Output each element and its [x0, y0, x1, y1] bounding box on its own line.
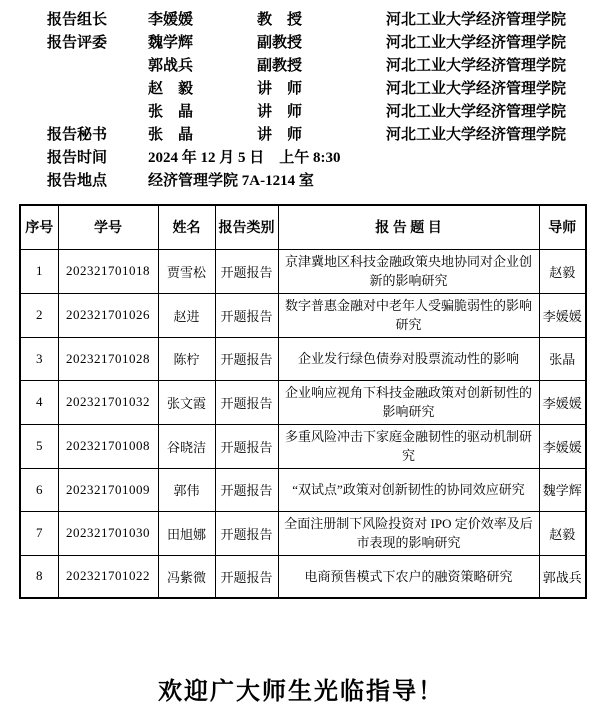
- person-title: 讲 师: [257, 127, 303, 143]
- info-row-leader: [47, 9, 602, 32]
- person-affiliation: 河北工业大学经济管理学院: [386, 81, 567, 97]
- person-title: 讲 师: [257, 81, 303, 97]
- table-row: [20, 380, 586, 424]
- cell-report-type: 开题报告: [215, 511, 278, 555]
- cell-advisor: 魏学辉: [539, 468, 586, 511]
- cell-student-id: 202321701022: [58, 555, 158, 598]
- column-header-advisor: 导师: [539, 205, 586, 249]
- info-row-committee-1: [47, 32, 602, 55]
- report-location-label: 报告地点: [47, 173, 108, 189]
- table-row: [20, 424, 586, 468]
- cell-student-id: 202321701018: [58, 249, 158, 293]
- cell-name: 谷晓洁: [158, 424, 215, 468]
- cell-advisor: 李媛媛: [539, 424, 586, 468]
- person-name: 赵 毅: [148, 81, 194, 97]
- cell-seq: 8: [20, 555, 58, 598]
- info-row-secretary: [47, 124, 602, 147]
- cell-report-type: 开题报告: [215, 555, 278, 598]
- cell-name: 冯紫微: [158, 555, 215, 598]
- info-row-time: [47, 147, 602, 170]
- report-time-label: 报告时间: [47, 150, 108, 166]
- table-row: [20, 249, 586, 293]
- cell-student-id: 202321701009: [58, 468, 158, 511]
- person-name: 张 晶: [148, 104, 194, 120]
- cell-seq: 3: [20, 337, 58, 380]
- column-header-report-type: 报告类别: [215, 205, 278, 249]
- person-title: 副教授: [257, 35, 303, 51]
- info-label: 报告秘书: [47, 127, 108, 143]
- column-header-seq: 序号: [20, 205, 58, 249]
- cell-report-title: “双试点”政策对创新韧性的协同效应研究: [278, 468, 539, 511]
- column-header-report-title: 报 告 题 目: [278, 205, 539, 249]
- cell-advisor: 赵毅: [539, 249, 586, 293]
- cell-name: 张文霞: [158, 380, 215, 424]
- cell-student-id: 202321701030: [58, 511, 158, 555]
- report-location-value: 经济管理学院 7A-1214 室: [148, 173, 314, 189]
- person-title: 教 授: [257, 12, 303, 28]
- cell-student-id: 202321701028: [58, 337, 158, 380]
- report-info-section: [0, 0, 602, 193]
- cell-name: 陈柠: [158, 337, 215, 380]
- cell-advisor: 郭战兵: [539, 555, 586, 598]
- person-affiliation: 河北工业大学经济管理学院: [386, 12, 567, 28]
- person-affiliation: 河北工业大学经济管理学院: [386, 35, 567, 51]
- cell-advisor: 张晶: [539, 337, 586, 380]
- table-row: [20, 555, 586, 598]
- info-row-committee-2: [47, 55, 602, 78]
- column-header-name: 姓名: [158, 205, 215, 249]
- person-name: 张 晶: [148, 127, 194, 143]
- cell-seq: 5: [20, 424, 58, 468]
- info-row-committee-3: [47, 78, 602, 101]
- info-row-committee-4: [47, 101, 602, 124]
- cell-seq: 2: [20, 293, 58, 337]
- info-label: [47, 78, 148, 101]
- cell-student-id: 202321701032: [58, 380, 158, 424]
- cell-student-id: 202321701008: [58, 424, 158, 468]
- cell-name: 郭伟: [158, 468, 215, 511]
- cell-seq: 4: [20, 380, 58, 424]
- cell-seq: 7: [20, 511, 58, 555]
- cell-name: 贾雪松: [158, 249, 215, 293]
- cell-report-title: 全面注册制下风险投资对 IPO 定价效率及后市表现的影响研究: [278, 511, 539, 555]
- cell-student-id: 202321701026: [58, 293, 158, 337]
- cell-report-title: 京津冀地区科技金融政策央地协同对企业创新的影响研究: [278, 249, 539, 293]
- cell-advisor: 李媛媛: [539, 380, 586, 424]
- cell-report-title: 多重风险冲击下家庭金融韧性的驱动机制研究: [278, 424, 539, 468]
- cell-report-title: 电商预售模式下农户的融资策略研究: [278, 555, 539, 598]
- schedule-table: [19, 204, 587, 599]
- person-title: 讲 师: [257, 104, 303, 120]
- table-row: [20, 468, 586, 511]
- info-row-location: [47, 170, 602, 193]
- info-label: [47, 101, 148, 124]
- info-label: 报告组长: [47, 12, 108, 28]
- cell-advisor: 李媛媛: [539, 293, 586, 337]
- person-affiliation: 河北工业大学经济管理学院: [386, 127, 567, 143]
- table-row: [20, 511, 586, 555]
- cell-report-type: 开题报告: [215, 380, 278, 424]
- column-header-student-id: 学号: [58, 205, 158, 249]
- footer-welcome-text: 欢迎广大师生光临指导！: [158, 679, 444, 705]
- cell-report-title: 数字普惠金融对中老年人受骗脆弱性的影响研究: [278, 293, 539, 337]
- cell-report-type: 开题报告: [215, 249, 278, 293]
- cell-report-type: 开题报告: [215, 468, 278, 511]
- report-time-value: 2024 年 12 月 5 日 上午 8:30: [148, 150, 341, 166]
- person-affiliation: 河北工业大学经济管理学院: [386, 58, 567, 74]
- info-label: 报告评委: [47, 35, 108, 51]
- cell-report-type: 开题报告: [215, 337, 278, 380]
- person-name: 郭战兵: [148, 58, 194, 74]
- person-title: 副教授: [257, 58, 303, 74]
- table-row: [20, 293, 586, 337]
- cell-report-title: 企业发行绿色债券对股票流动性的影响: [278, 337, 539, 380]
- cell-seq: 1: [20, 249, 58, 293]
- person-name: 魏学辉: [148, 35, 194, 51]
- cell-seq: 6: [20, 468, 58, 511]
- cell-report-type: 开题报告: [215, 293, 278, 337]
- person-affiliation: 河北工业大学经济管理学院: [386, 104, 567, 120]
- table-row: [20, 337, 586, 380]
- table-header-row: [20, 205, 586, 249]
- cell-name: 田旭娜: [158, 511, 215, 555]
- info-label: [47, 55, 148, 78]
- cell-name: 赵进: [158, 293, 215, 337]
- cell-report-type: 开题报告: [215, 424, 278, 468]
- cell-report-title: 企业响应视角下科技金融政策对创新韧性的影响研究: [278, 380, 539, 424]
- cell-advisor: 赵毅: [539, 511, 586, 555]
- person-name: 李媛媛: [148, 12, 194, 28]
